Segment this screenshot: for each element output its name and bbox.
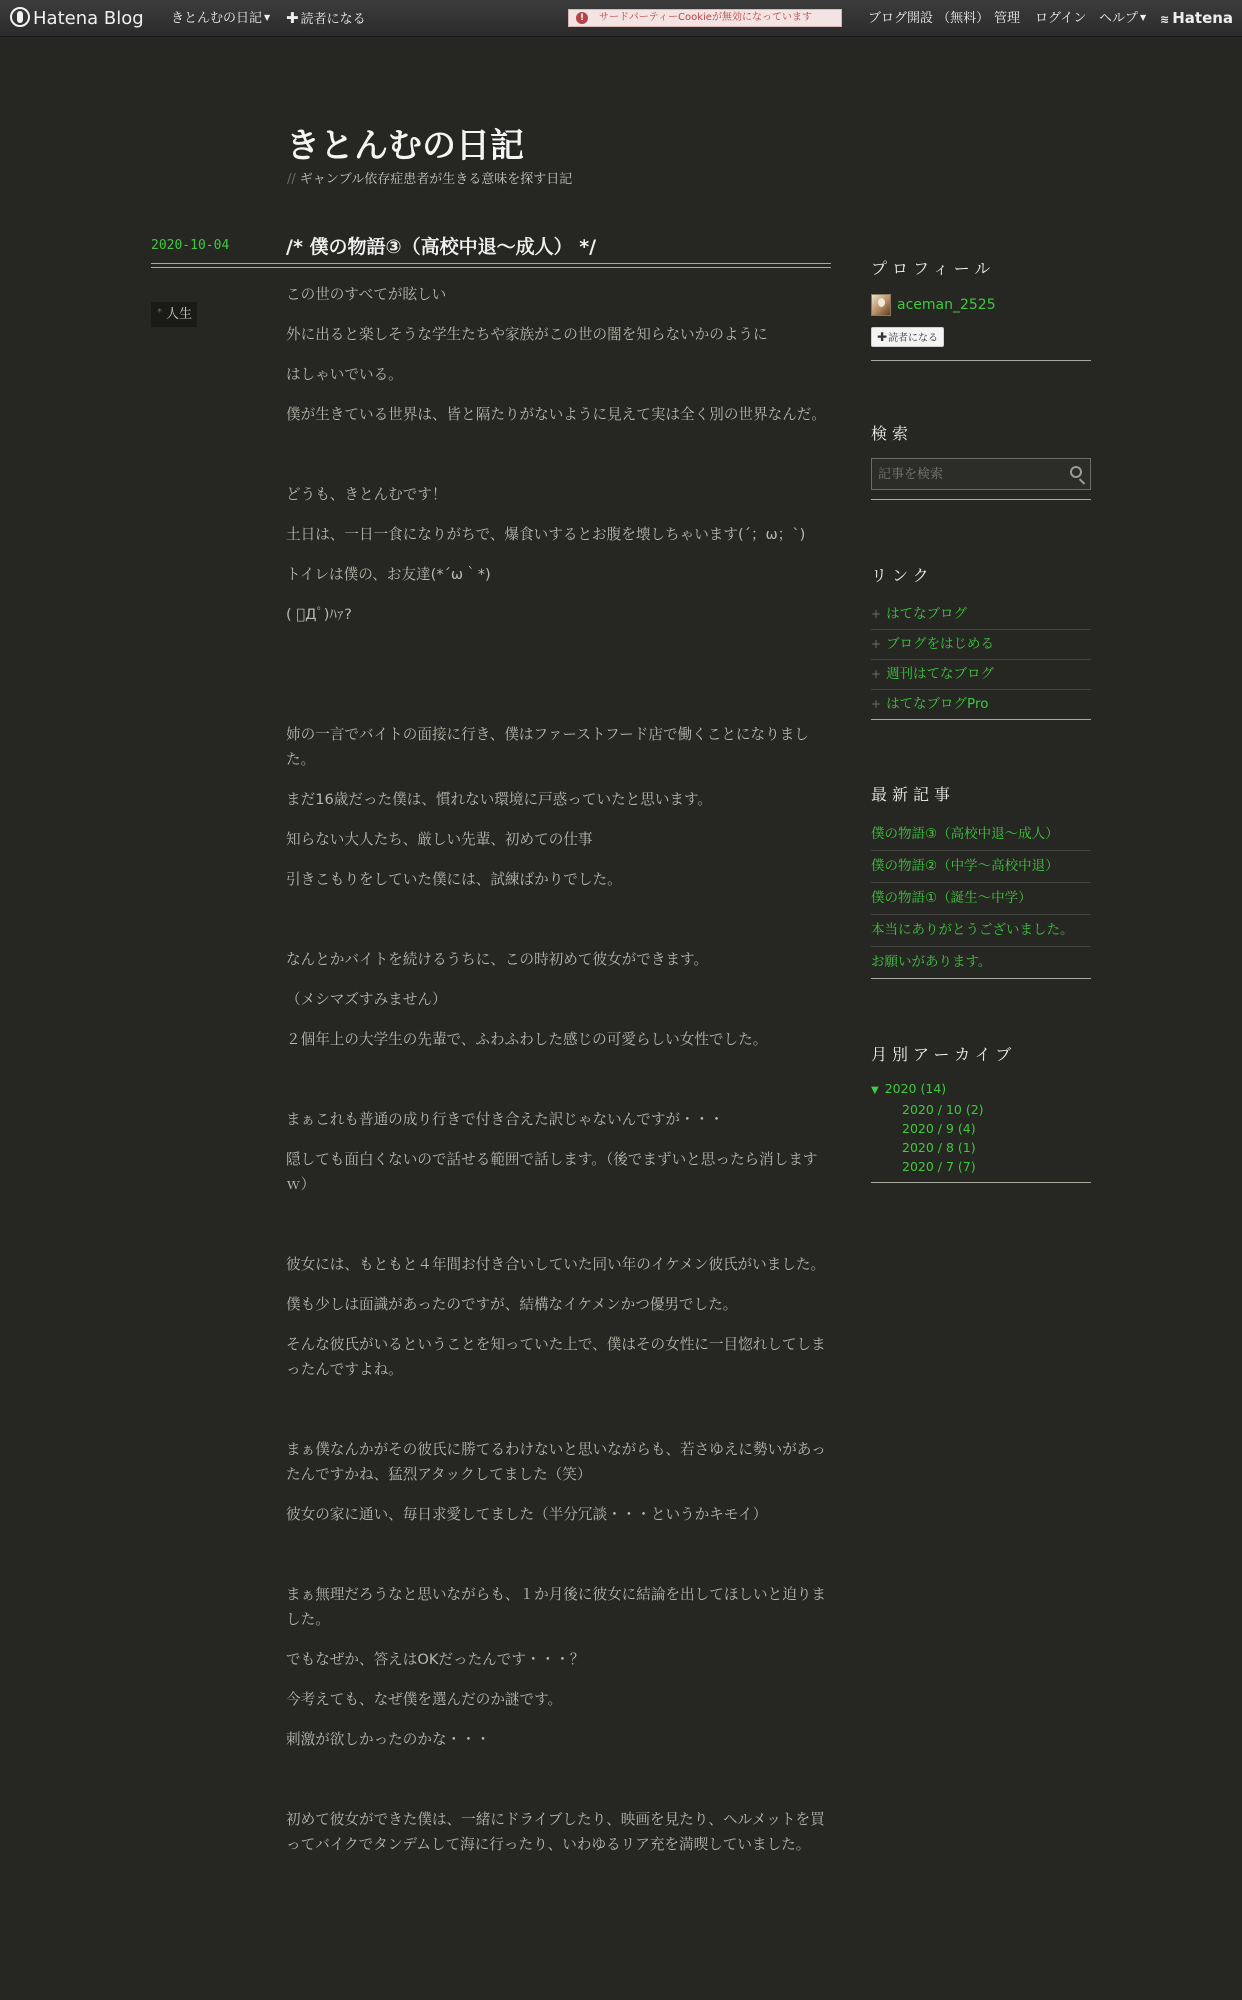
entry-paragraph: でもなぜか、答えはOKだったんです・・・？ [286,1651,585,1668]
profile-module-title: プロフィール [871,259,996,278]
warning-icon: ! [576,12,588,24]
profile-module-divider [871,360,1091,361]
search-box [871,458,1091,490]
archive-tree [871,1079,1091,1182]
entry-paragraph: どうも、きとんむです！ [286,486,447,503]
blog-title[interactable]: きとんむの日記 [286,126,524,166]
recent-entry-link[interactable]: お願いがあります。 [871,954,992,970]
recent-entry-item[interactable] [871,851,1091,883]
paragraph-spacer [286,1397,832,1422]
blog-description-text: ギャンブル依存症患者が生きる意味を探す日記 [299,172,573,187]
hatena-global-header [0,0,1242,37]
entry-paragraph: ( ﾟДﾟ)ﾊｧ? [286,606,352,623]
profile-row [871,293,1091,319]
archive-month-link[interactable]: 2020 / 10 (2) [902,1102,984,1117]
entry-paragraph: まぁこれも普通の成り行きで付き合えた訳じゃないんですが・・・ [286,1111,724,1128]
links-module [871,563,1091,720]
recent-entry-item[interactable] [871,947,1091,979]
search-module [871,421,1091,500]
triangle-down-icon[interactable]: ▼ [871,1085,879,1096]
entry-title[interactable]: /* 僕の物語③（高校中退～成人） */ [286,236,597,258]
profile-name[interactable]: aceman_2525 [897,296,996,313]
entry-paragraph: 初めて彼女ができた僕は、一緒にドライブしたり、映画を見たり、ヘルメットを買ってバイクでタンデムして海に行ったり、いわゆるリア充を満喫していました。 [286,1811,825,1853]
paragraph-spacer [286,1542,832,1567]
hatena-logo-icon: ≋ [1160,13,1170,26]
caret-down-icon: ▼ [1140,13,1147,22]
link-item-label[interactable]: 週刊はてなブログ [886,666,995,682]
link-item-label[interactable]: はてなブログ [886,606,968,622]
entry-paragraph: ２個年上の大学生の先輩で、ふわふわした感じの可愛らしい女性でした。 [286,1031,768,1048]
entry-category-tag[interactable] [151,302,197,327]
paragraph-spacer [286,642,832,707]
archive-month-link[interactable]: 2020 / 7 (7) [902,1159,976,1174]
entry-paragraph: 彼女には、もともと４年間お付き合いしていた同い年のイケメン彼氏がいました。 [286,1256,826,1273]
recent-entry-link[interactable]: 僕の物語②（中学～高校中退） [871,858,1059,874]
entry-paragraph: はしゃいでいる。 [286,366,403,383]
link-item-label[interactable]: ブログをはじめる [886,636,995,652]
help-label: ヘルプ [1099,11,1139,26]
entry-date[interactable]: 2020-10-04 [151,238,230,253]
entry-paragraph: 土日は、一日一食になりがちで、爆食いするとお腹を壊しちゃいます(´；ω；`) [286,526,806,543]
entry-paragraph: 隠しても面白くないので話せる範囲で話します。（後でまずいと思ったら消しますｗ） [286,1151,818,1193]
plus-bullet-icon: + [871,637,882,651]
entry-paragraph: 刺激が欲しかったのかな・・・ [286,1731,491,1748]
hatena-blog-logo-icon [10,7,30,27]
profile-subscribe-button[interactable] [871,327,944,347]
entry-paragraph: 僕も少しは面識があったのですが、結構なイケメンかつ優男でした。 [286,1296,738,1313]
search-input[interactable] [872,459,1052,489]
blog-menu-dropdown[interactable] [171,0,270,37]
paragraph-spacer [286,1067,832,1092]
links-module-title: リンク [871,566,934,585]
category-label: 人生 [166,307,193,322]
subscribe-button[interactable] [286,0,366,37]
archive-month [871,1138,1091,1157]
entry-paragraph: 今考えても、なぜ僕を選んだのか謎です。 [286,1691,563,1708]
search-module-title: 検索 [871,424,914,443]
profile-subscribe-label: 読者になる [888,333,939,344]
archive-month [871,1119,1091,1138]
recent-entry-item[interactable] [871,883,1091,915]
entry-paragraph: なんとかバイトを続けるうちに、この時初めて彼女ができます。 [286,951,709,968]
hatena-logo-text: Hatena [1172,9,1234,27]
entry-paragraph: （メシマズすみません） [286,991,447,1008]
entry-paragraph: そんな彼氏がいるということを知っていた上で、僕はその女性に一目惚れしてしまったんですよね。 [286,1336,826,1378]
admin-link[interactable]: 管理 [994,11,1021,26]
entry-paragraph: 外に出ると楽しそうな学生たちや家族がこの世の闇を知らないかのように [286,326,768,343]
link-item[interactable] [871,630,1091,660]
entry-paragraph: トイレは僕の、お友達(*´ω｀*) [286,566,491,583]
search-module-divider [871,499,1091,500]
search-icon[interactable] [1070,466,1082,478]
cookie-warning-banner[interactable] [568,9,842,27]
links-list [871,600,1091,720]
archive-month-link[interactable]: 2020 / 8 (1) [902,1140,976,1155]
paragraph-spacer [286,1212,832,1237]
caret-down-icon: ▼ [264,13,271,22]
login-link[interactable]: ログイン [1035,11,1087,26]
archive-module-title: 月別アーカイブ [871,1045,1017,1064]
hatena-logo[interactable] [1160,0,1233,37]
blog-menu-label: きとんむの日記 [171,11,263,26]
link-item[interactable] [871,660,1091,690]
recent-entries-module [871,782,1091,979]
blog-description [287,168,572,187]
entry-title-divider [151,263,831,268]
archive-module-divider [871,1182,1091,1183]
plus-icon: ✚ [877,330,888,344]
avatar[interactable] [871,294,891,316]
archive-months [871,1100,1091,1176]
recent-entry-item[interactable] [871,819,1091,851]
archive-month [871,1157,1091,1176]
archive-month [871,1100,1091,1119]
recent-entries-title: 最新記事 [871,785,956,804]
link-item[interactable] [871,690,1091,720]
recent-entry-item[interactable] [871,915,1091,947]
plus-bullet-icon: + [871,607,882,621]
start-blog-link[interactable]: ブログ開設 （無料） [868,11,990,26]
entry-body [286,282,832,1872]
recent-entry-link[interactable]: 本当にありがとうございました。 [871,922,1074,938]
archive-module [871,1042,1091,1183]
subscribe-label: 読者になる [300,12,366,27]
entry-paragraph: 姉の一言でバイトの面接に行き、僕はファーストフード店で働くことになりました。 [286,726,809,768]
entry-paragraph: まぁ僕なんかがその彼氏に勝てるわけないと思いながらも、若さゆえに勢いがあったんですかね、猛烈アタックしてました（笑） [286,1441,826,1483]
entry-paragraph: 僕が生きている世界は、皆と隔たりがないように見えて実は全く別の世界なんだ。 [286,406,826,423]
link-item[interactable] [871,600,1091,630]
recent-entry-link[interactable]: 僕の物語③（高校中退～成人） [871,826,1059,842]
entry-paragraph: まぁ無理だろうなと思いながらも、１か月後に彼女に結論を出してほしいと迫りました。 [286,1586,826,1628]
hatena-blog-logo[interactable]: Hatena Blog [10,0,144,37]
entry-paragraph: 引きこもりをしていた僕には、試練ばかりでした。 [286,871,622,888]
entry-paragraph: 彼女の家に通い、毎日求愛してました（半分冗談・・・というかキモイ） [286,1506,768,1523]
recent-entries-list [871,819,1091,979]
plus-icon: ✚ [286,9,299,27]
archive-month-link[interactable]: 2020 / 9 (4) [902,1121,976,1136]
archive-year [871,1079,1091,1100]
plus-bullet-icon: + [871,667,882,681]
paragraph-spacer [286,1767,832,1792]
slashes-decoration: // [287,172,296,187]
help-menu[interactable] [1099,0,1146,37]
category-mark-icon: * [157,307,162,318]
entry-paragraph: まだ16歳だった僕は、慣れない環境に戸惑っていたと思います。 [286,791,713,808]
entry-paragraph: 知らない大人たち、厳しい先輩、初めての仕事 [286,831,593,848]
paragraph-spacer [286,442,832,467]
paragraph-spacer [286,907,832,932]
link-item-label[interactable]: はてなブログPro [886,696,989,712]
cookie-warning-text: サードパーティーCookieが無効になっています [599,12,812,23]
recent-entry-link[interactable]: 僕の物語①（誕生～中学） [871,890,1032,906]
plus-bullet-icon: + [871,697,882,711]
entry-paragraph: この世のすべてが眩しい [286,286,447,303]
archive-year-link[interactable]: 2020 (14) [884,1081,947,1096]
profile-module [871,256,1091,361]
